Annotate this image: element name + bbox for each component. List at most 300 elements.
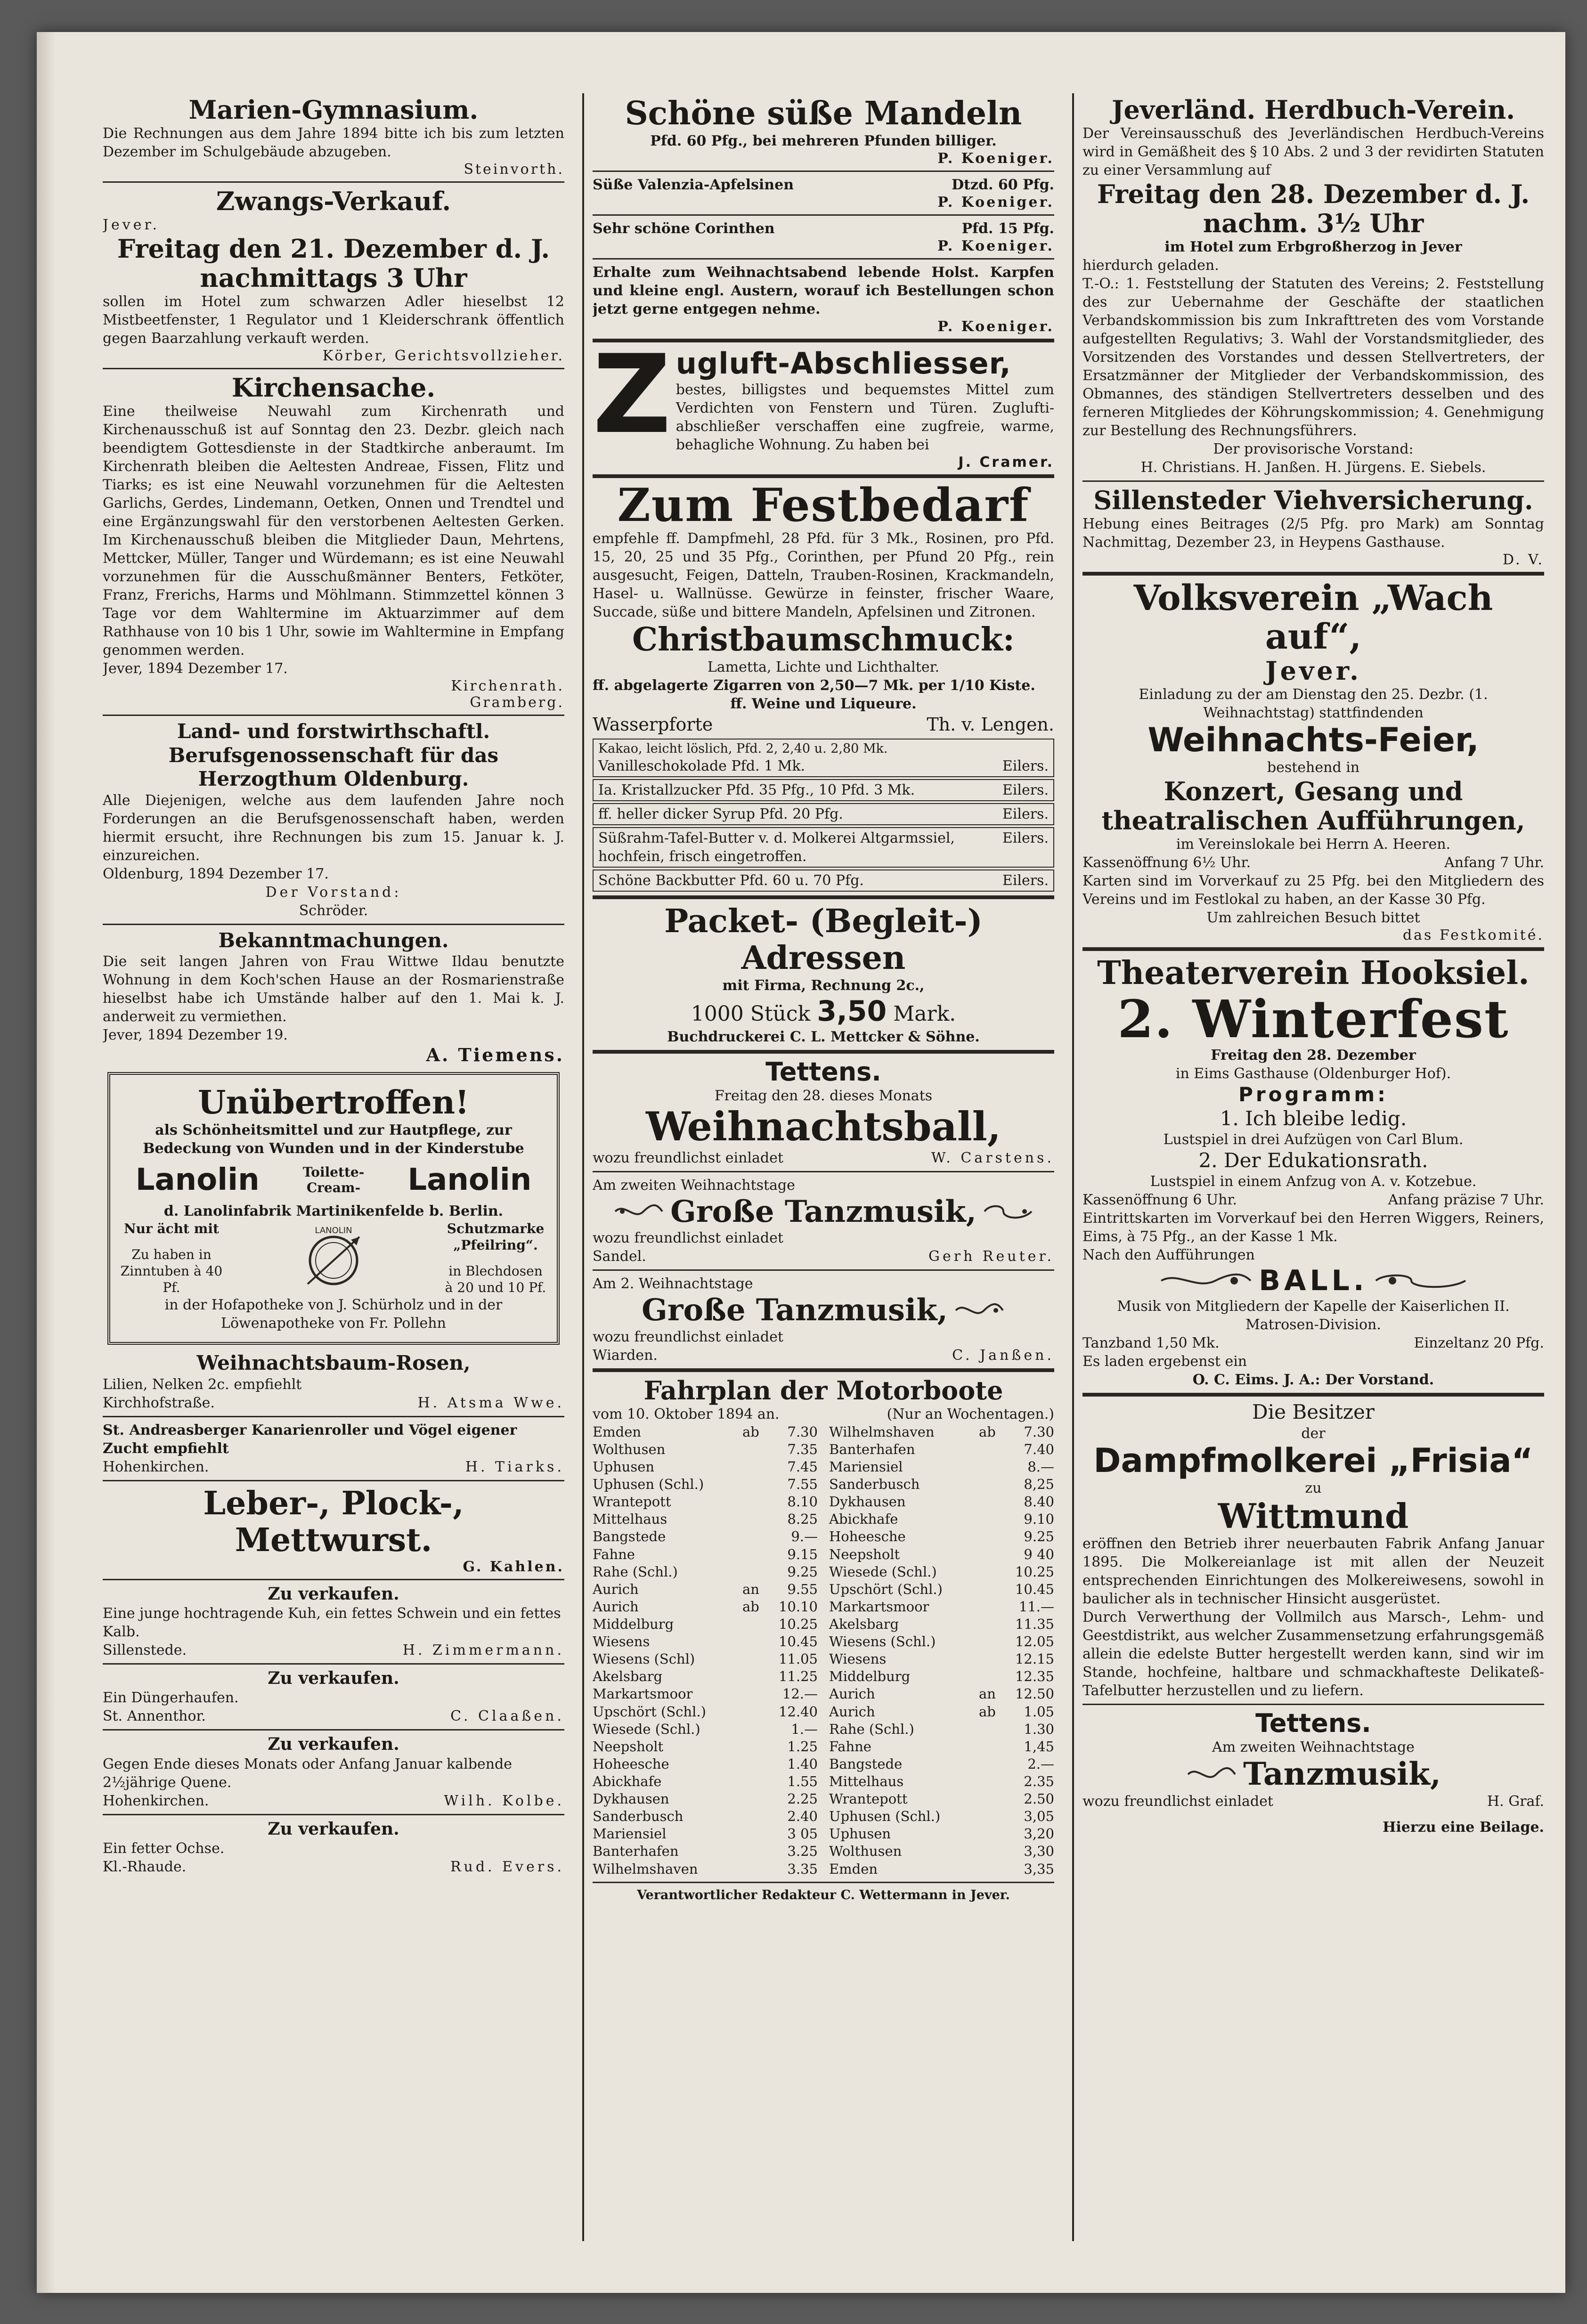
ad-text: 1000 Stück <box>691 1002 811 1026</box>
station-name: Mittelhaus <box>593 1511 667 1528</box>
departure-time: 1.40 <box>787 1755 818 1772</box>
ball-row <box>1082 1264 1544 1297</box>
station-name: Wiesens <box>593 1633 650 1650</box>
ad-text: wozu freundlichst einladet <box>593 1149 783 1166</box>
station-name: Aurich <box>593 1581 639 1597</box>
timetable-row <box>593 1843 818 1860</box>
ad-title: Bekanntmachungen. <box>218 928 449 952</box>
ad-signature: Körber, Gerichtsvollzieher. <box>322 348 564 365</box>
arr-dep-marker <box>742 1493 771 1511</box>
ad-text: Tanzband 1,50 Mk. <box>1082 1335 1220 1352</box>
ad-kanarienroller <box>103 1421 564 1476</box>
ad-text: als Schönheitsmittel und zur Hautpflege, zur Bedeckung von Wunden und in der Kinderstube <box>143 1122 524 1157</box>
arr-dep-marker <box>742 1825 771 1843</box>
station-name: Wilhelmshaven <box>593 1861 698 1877</box>
ad-place: St. Annenthor. <box>103 1708 206 1725</box>
station-name: Banterhafen <box>593 1843 679 1860</box>
ad-signature: Eilers. <box>1002 781 1049 798</box>
divider <box>1082 1704 1544 1705</box>
ad-headline: Wittmund <box>1218 1495 1409 1536</box>
ad-text: Süße Valenzia-Apfelsinen <box>593 177 794 194</box>
ad-title: Schöne süße Mandeln <box>625 95 1022 132</box>
station-name: Wiesens <box>829 1651 887 1667</box>
ad-signature: A. Tiemens. <box>426 1044 564 1066</box>
departure-time: 10.45 <box>778 1633 818 1650</box>
ad-text: Der Vereinsausschuß des Jeverländischen Herdbuch-Vereins wird in Gemäßheit des § 10 Abs. 2 und 3 der revidirten Statuten zu einer Versammlung auf <box>1082 125 1544 179</box>
arr-dep-marker: an <box>742 1581 759 1597</box>
station-name: Abickhafe <box>593 1773 662 1789</box>
ad-signature: Buchdruckerei C. L. Mettcker & Söhne. <box>667 1029 980 1046</box>
ad-footer-row <box>103 1707 564 1725</box>
station-name: Mariensiel <box>829 1459 903 1475</box>
ad-footer-row <box>103 1394 564 1412</box>
divider <box>103 715 564 716</box>
ad-eilers-4 <box>593 827 1054 868</box>
timetable-row <box>593 1650 818 1668</box>
ad-date: Oldenburg, 1894 Dezember 17. <box>103 865 329 882</box>
arr-dep-marker <box>742 1721 771 1738</box>
ad-text: Pfd. 60 Pfg., bei mehreren Pfunden billiger. <box>650 133 997 150</box>
ad-text: empfehle ff. Dampfmehl, 28 Pfd. für 3 Mk., Rosinen, pro Pfd. 15, 20, 25 und 35 Pfg., Corinthen, per Pfund 20 Pfg., rein ausgesucht, Feigen, Datteln, Trauben-Rosinen, Krackmandeln, Hasel- u. Wallnüsse. Gewürze in feinster, frischer Waare, Succade, süße und bittere Mandeln, Apfelsinen und Zitronen. <box>593 530 1054 620</box>
station-name: Wiesede (Schl.) <box>829 1563 937 1580</box>
ad-signature: Eilers. <box>1002 872 1049 889</box>
ad-time-row <box>1082 1191 1544 1209</box>
ad-headline: Weihnachtsball, <box>646 1103 1001 1150</box>
ad-marien-gymnasium <box>103 95 564 178</box>
timetable-row <box>829 1528 1054 1545</box>
timetable-row <box>593 1511 818 1528</box>
departure-time: 11.— <box>1018 1598 1054 1615</box>
ad-text: Vanilleschokolade Pfd. 1 Mk. <box>598 757 806 774</box>
arr-dep-marker <box>979 1790 1007 1808</box>
station-name: Uphusen (Schl.) <box>593 1476 704 1493</box>
divider <box>103 181 564 183</box>
ad-text: Anfang 7 Uhr. <box>1444 854 1544 871</box>
program-item: 1. Ich bleibe ledig. <box>1220 1106 1407 1130</box>
newspaper-page <box>37 32 1565 2293</box>
station-name: Abickhafe <box>829 1511 898 1528</box>
station-name: Neepsholt <box>829 1546 900 1562</box>
departure-time: 9.25 <box>1024 1528 1054 1545</box>
ad-text: Es laden ergebenst ein <box>1082 1353 1247 1370</box>
zugluft-body <box>593 332 1054 471</box>
ad-text: Freitag den 28. dieses Monats <box>714 1088 933 1105</box>
arr-dep-marker <box>742 1703 771 1721</box>
ad-signature: Gramberg. <box>470 694 564 711</box>
ad-weihnachtsbaum-rosen <box>103 1351 564 1412</box>
ad-title: Christbaumschmuck: <box>632 620 1015 658</box>
station-name: Fahne <box>593 1546 635 1562</box>
timetable-row <box>593 1423 818 1441</box>
ad-headline: Weihnachts-Feier, <box>1148 721 1479 760</box>
ad-text: Sehr schöne Corinthen <box>593 220 775 237</box>
ad-text: Nur ächt mit <box>124 1221 219 1237</box>
departure-time: 2.50 <box>1024 1791 1054 1807</box>
lanolin-brand-row <box>120 1162 547 1197</box>
ad-text: Lametta, Lichte und Lichthalter. <box>707 659 940 676</box>
ad-theaterverein <box>1082 955 1544 1389</box>
arr-dep-marker <box>742 1790 771 1808</box>
ad-wurst <box>103 1485 564 1575</box>
arr-dep-marker <box>742 1616 771 1633</box>
arr-dep-marker <box>979 1546 1007 1563</box>
timetable-row <box>829 1441 1054 1458</box>
timetable-row <box>593 1458 818 1476</box>
departure-time: 2.25 <box>787 1791 818 1807</box>
ad-title: Sillensteder Viehversicherung. <box>1093 485 1533 516</box>
departure-time: 12.05 <box>1015 1633 1054 1650</box>
station-name: Neepsholt <box>593 1738 664 1755</box>
ad-title: Tettens. <box>765 1057 881 1087</box>
ad-text: Ein fetter Ochse. <box>103 1840 225 1857</box>
ad-price-line <box>593 995 1054 1028</box>
ad-date: Freitag den 28. Dezember <box>1211 1047 1416 1064</box>
ad-zu-verkaufen-2 <box>103 1668 564 1725</box>
timetable-row <box>829 1790 1054 1808</box>
ad-price-row <box>1082 1334 1544 1352</box>
flourish-ornament-icon <box>613 1200 665 1223</box>
ad-place: Wasserpforte <box>593 714 713 735</box>
ad-signature: H. Zimmermann. <box>402 1642 564 1659</box>
ad-text: vom 10. Oktober 1894 an. <box>593 1406 780 1422</box>
ad-title: Zu verkaufen. <box>268 1819 399 1839</box>
timetable-row <box>593 1493 818 1511</box>
ad-title: Theaterverein Hooksiel. <box>1097 954 1530 992</box>
ad-signature: Eilers. <box>1002 757 1049 774</box>
departure-time: 1.— <box>791 1721 818 1737</box>
ad-headline: Konzert, Gesang und theatralischen Aufführungen, <box>1101 776 1525 836</box>
ad-headline: BALL. <box>1259 1264 1368 1298</box>
ad-headline-row <box>593 1293 1054 1328</box>
timetable-row <box>829 1423 1054 1441</box>
arr-dep-marker <box>742 1861 771 1878</box>
ad-text: Gegen Ende dieses Monats oder Anfang Januar kalbende 2½jährige Quene. <box>103 1755 513 1791</box>
arr-dep-marker <box>979 1441 1007 1458</box>
ad-signature: Th. v. Lengen. <box>927 714 1054 735</box>
divider <box>593 1050 1054 1054</box>
column-middle <box>593 93 1054 2241</box>
editor-footer: Verantwortlicher Redakteur C. Wettermann in Jever. <box>637 1887 1010 1902</box>
ad-date: Freitag den 28. Dezember d. J. <box>1097 179 1530 210</box>
departure-time: 3,30 <box>1024 1843 1054 1860</box>
timetable-row <box>593 1861 818 1878</box>
station-name: Upschört (Schl.) <box>829 1581 943 1597</box>
arr-dep-marker <box>979 1528 1007 1545</box>
timetable-row <box>829 1808 1054 1825</box>
ad-price: 3,50 <box>817 995 887 1028</box>
ad-footer-row <box>1082 1792 1544 1811</box>
station-name: Wiesens (Schl) <box>593 1651 695 1667</box>
timetable-row <box>593 1598 818 1616</box>
ad-date: Jever, 1894 Dezember 19. <box>103 1027 288 1044</box>
divider <box>593 1269 1054 1271</box>
divider <box>1082 947 1544 951</box>
flourish-ornament-icon <box>982 1200 1034 1223</box>
ad-text: Anfang präzise 7 Uhr. <box>1388 1192 1544 1209</box>
timetable-row <box>593 1581 818 1598</box>
drop-cap: Z <box>593 332 671 458</box>
ad-signature: J. Cramer. <box>958 454 1054 471</box>
ad-title: Packet- (Begleit-) Adressen <box>664 902 983 977</box>
departure-time: 1.55 <box>787 1773 818 1789</box>
arr-dep-marker: ab <box>979 1423 996 1440</box>
ad-text: eröffnen den Betrieb ihrer neuerbauten Fabrik Anfang Januar 1895. Die Molkereianlage ist mit allen der Neuzeit entsprechenden Einrichtungen des Molkereiwesens, sowohl in baulicher als in technischer Hinsicht ausgerüstet. <box>1082 1535 1544 1607</box>
ad-signature: W. Carstens. <box>931 1149 1054 1166</box>
ad-signature: das Festkomité. <box>1402 927 1544 944</box>
departure-time: 3 05 <box>787 1826 818 1842</box>
arr-dep-marker <box>742 1755 771 1773</box>
departure-time: 9.10 <box>1024 1511 1054 1528</box>
departure-time: 9.55 <box>787 1581 818 1597</box>
departure-time: 9 40 <box>1024 1546 1054 1562</box>
station-name: Markartsmoor <box>829 1598 929 1615</box>
ad-text: der <box>1301 1425 1326 1442</box>
timetable-row <box>829 1668 1054 1685</box>
ad-headline: Dampfmolkerei „Frisia“ <box>1093 1441 1533 1480</box>
brand-subtitle: Toilette-Cream- <box>302 1164 365 1196</box>
column-left <box>103 93 564 2241</box>
ad-headline-row <box>1082 1756 1544 1792</box>
ad-text: Lilien, Nelken 2c. empfiehlt <box>103 1376 302 1393</box>
ad-eilers-5 <box>593 869 1054 892</box>
ad-text: bestes, billigstes und bequemstes Mittel zum Verdichten von Fenstern und Türen. Zuglufti-abschließer verschaffen eine zugfreie, warme, behagliche Wohnung. Zu haben bei <box>675 382 1054 454</box>
station-name: Middelburg <box>593 1616 674 1632</box>
station-name: Wrantepott <box>829 1791 908 1807</box>
arr-dep-marker <box>979 1738 1007 1755</box>
ad-title: Fahrplan der Motorboote <box>643 1375 1003 1406</box>
station-name: Bangstede <box>829 1755 903 1772</box>
ad-text: Eintrittskarten im Vorverkauf bei den Herren Wiggers, Reiners, Eims, à 75 Pfg., an der Kasse 1 Mk. <box>1082 1210 1544 1245</box>
arr-dep-marker <box>979 1563 1007 1581</box>
ad-text: Eine theilweise Neuwahl zum Kirchenrath und Kirchenausschuß ist auf Sonntag den 23. Dezbr. gleich nach beendigtem Gottesdienste in der Stadtkirche anberaumt. Im Kirchenrath bleiben die Aeltesten Andreae, Fissen, Flitz und Tiarks; es ist eine Neuwahl vorzunehmen für die Aeltesten Garlichs, Gerdes, Lindemann, Oetken, Onnen und Trendtel und eine Ergänzungswahl für den verstorbenen Aeltesten Gerken. Im Kirchenausschuß bleiben die Mitglieder Daun, Mehrtens, Mettcker, Müller, Tanger und Würdemann; es ist eine Neuwahl vorzunehmen für die Ausschußmänner Benters, Fetköter, Franz, Frerichs, Harms und Möhlmann. Stimmzettel können 3 Tage vor dem Wahltermine im Aktuarzimmer auf dem Rathhause von 10 bis 1 Uhr, sowie im Wahltermine in Empfang genommen werden. <box>103 403 564 659</box>
station-name: Rahe (Schl.) <box>593 1563 678 1580</box>
ad-signature: P. Koeniger. <box>937 238 1054 255</box>
arr-dep-marker <box>979 1668 1007 1685</box>
timetable-row <box>829 1650 1054 1668</box>
ad-signature: C. Claaßen. <box>450 1708 564 1725</box>
fahrplan-subtitle-row <box>593 1405 1054 1423</box>
departure-time: 1,45 <box>1024 1738 1054 1755</box>
ad-place: Jever. <box>1265 656 1361 686</box>
ad-text: Die Besitzer <box>1252 1400 1375 1424</box>
departure-time: 10.10 <box>778 1598 818 1615</box>
ad-signature: H. Tiarks. <box>465 1458 564 1475</box>
ad-headline-row <box>593 1195 1054 1229</box>
ad-footer-row <box>593 1149 1054 1167</box>
divider <box>593 258 1054 260</box>
divider <box>103 1729 564 1731</box>
timetable-row <box>593 1633 818 1650</box>
ad-title: Jeverländ. Herdbuch-Verein. <box>1111 95 1515 125</box>
station-name: Mittelhaus <box>829 1773 904 1789</box>
program-item-desc: Lustspiel in einem Anfzug von A. v. Kotzebue. <box>1150 1173 1477 1190</box>
departure-time: 3.25 <box>787 1843 818 1860</box>
departure-time: 3.35 <box>787 1861 818 1877</box>
arr-dep-marker <box>742 1563 771 1581</box>
ad-kirchensache <box>103 373 564 711</box>
divider <box>103 1579 564 1580</box>
ad-place: Kirchhofstraße. <box>103 1394 215 1411</box>
timetable-row <box>829 1458 1054 1476</box>
arr-dep-marker <box>979 1843 1007 1860</box>
ad-text: Kassenöffnung 6 Uhr. <box>1082 1192 1237 1209</box>
station-name: Uphusen <box>829 1826 891 1842</box>
departure-time: 2.35 <box>1024 1773 1054 1789</box>
departure-time: 9.15 <box>787 1546 818 1562</box>
timetable-row <box>829 1861 1054 1878</box>
arr-dep-marker <box>979 1861 1007 1878</box>
arr-dep-marker <box>979 1476 1007 1493</box>
departure-time: 11.05 <box>778 1651 818 1667</box>
timetable-row <box>829 1598 1054 1616</box>
divider <box>593 1171 1054 1172</box>
ad-headline: Große Tanzmusik, <box>670 1194 977 1229</box>
ad-place: Hohenkirchen. <box>103 1458 209 1475</box>
ad-text: Erhalte zum Weihnachtsabend lebende Holst. Karpfen und kleine engl. Austern, worauf ich Bestellungen schon jetzt gerne entgegen nehme. <box>593 264 1054 318</box>
column-rule <box>1072 93 1074 2241</box>
ad-text: Der provisorische Vorstand: <box>1213 441 1414 458</box>
ad-herdbuch-verein <box>1082 95 1544 477</box>
timetable-row <box>829 1493 1054 1511</box>
timetable-row <box>829 1476 1054 1493</box>
departure-time: 7.45 <box>787 1459 818 1475</box>
divider <box>593 1882 1054 1883</box>
ad-lanolin <box>107 1072 560 1345</box>
ad-text: Schutzmarke „Pfeilring“. <box>447 1221 545 1253</box>
ad-signature: Rud. Evers. <box>450 1858 564 1875</box>
divider <box>103 1416 564 1417</box>
ad-signature: C. Janßen. <box>952 1347 1054 1364</box>
ad-date: Jever, 1894 Dezember 17. <box>103 660 288 677</box>
timetable-row <box>829 1511 1054 1528</box>
ad-text: Musik von Mitgliedern der Kapelle der Kaiserlichen II. Matrosen-Division. <box>1117 1298 1510 1333</box>
ad-signature: Schröder. <box>299 902 368 919</box>
arr-dep-marker <box>742 1843 771 1860</box>
ad-fahrplan <box>593 1376 1054 1878</box>
ad-text: Hebung eines Beitrages (2/5 Pfg. pro Mark) am Sonntag Nachmittag, Dezember 23, in Heypens Gasthause. <box>1082 516 1544 551</box>
divider <box>593 171 1054 172</box>
ad-signature: Eilers. <box>1002 829 1049 846</box>
arr-dep-marker <box>979 1721 1007 1738</box>
ad-text: Durch Verwerthung der Vollmilch aus Marsch-, Lehm- und Geestdistrikt, aus welcher Zusammensetzung erfahrungsgemäß allein die edelste Butter hergestellt werden kann, sind wir im Stande, hochfeine, haltbare und schmackhafteste Delikateß-Tafelbutter herzustellen und zu liefern. <box>1082 1609 1544 1699</box>
ad-text: zu <box>1305 1479 1322 1496</box>
station-name: Markartsmoor <box>593 1686 693 1702</box>
ad-place: Hohenkirchen. <box>103 1792 209 1809</box>
station-name: Emden <box>593 1423 642 1440</box>
ad-text: ff. abgelagerte Zigarren von 2,50—7 Mk. per 1/10 Kiste. <box>593 677 1035 694</box>
ad-title: Leber-, Plock-, Mettwurst. <box>203 1484 464 1559</box>
arr-dep-marker <box>742 1668 771 1685</box>
departure-time: 9.— <box>791 1528 818 1545</box>
arr-dep-marker <box>979 1493 1007 1511</box>
timetable-row <box>829 1825 1054 1843</box>
ad-text: Die seit langen Jahren von Frau Wittwe Ildau benutzte Wohnung in dem Koch'schen Hause an der Rosmarienstraße hieselbst habe ich Umstände halber auf den 1. Mai k. J. anderweit zu vermiethen. <box>103 953 564 1025</box>
station-name: Aurich <box>829 1703 875 1720</box>
divider <box>1082 572 1544 576</box>
ad-text: wozu freundlichst einladet <box>593 1230 783 1247</box>
ad-tanzmusik-sandel <box>593 1176 1054 1266</box>
ad-text: Einladung zu der am Dienstag den 25. Dezbr. (1. Weihnachtstag) stattfindenden <box>1139 686 1488 722</box>
ad-text: Einzeltanz 20 Pfg. <box>1414 1335 1544 1352</box>
station-name: Wrantepott <box>593 1494 671 1510</box>
ad-signature: Wilh. Kolbe. <box>444 1792 564 1809</box>
station-name: Upschört (Schl.) <box>593 1703 706 1720</box>
ad-title: Zwangs-Verkauf. <box>216 186 451 217</box>
ad-title: Volksverein „Wach auf“, <box>1133 578 1493 657</box>
arr-dep-marker <box>979 1598 1007 1616</box>
arr-dep-marker <box>979 1633 1007 1650</box>
ad-price-row <box>598 757 1049 775</box>
divider <box>593 895 1054 899</box>
arr-dep-marker <box>742 1546 771 1563</box>
ad-title: Zu verkaufen. <box>268 1584 399 1604</box>
ad-text: Kassenöffnung 6½ Uhr. <box>1082 854 1251 871</box>
ad-signature: Der Vorstand: <box>265 884 402 901</box>
timetable-row <box>593 1773 818 1790</box>
ad-title: Zu verkaufen. <box>268 1734 399 1755</box>
departure-time: 1.05 <box>1024 1703 1054 1720</box>
arr-dep-marker <box>979 1773 1007 1790</box>
ad-signature: Gerh Reuter. <box>928 1248 1054 1265</box>
ad-text: bestehend in <box>1267 759 1360 776</box>
ad-zugluft <box>593 332 1054 471</box>
ad-title: Kirchensache. <box>231 373 436 403</box>
arr-dep-marker <box>742 1633 771 1650</box>
timetable-row <box>593 1790 818 1808</box>
departure-time: 10.45 <box>1015 1581 1054 1597</box>
ad-signature: G. Kahlen. <box>463 1558 564 1575</box>
flourish-ornament-icon <box>1374 1269 1468 1292</box>
ad-footer-row <box>593 1247 1054 1266</box>
arr-dep-marker: ab <box>979 1703 996 1720</box>
departure-time: 7.30 <box>787 1423 818 1440</box>
ad-text: St. Andreasberger Kanarienroller und Vögel eigener Zucht empfiehlt <box>103 1422 517 1457</box>
flourish-ornament-icon <box>1159 1269 1253 1292</box>
arr-dep-marker: an <box>979 1686 996 1702</box>
arr-dep-marker <box>979 1511 1007 1528</box>
ad-time-row <box>1082 853 1544 872</box>
departure-time: 8.40 <box>1024 1494 1054 1510</box>
arr-dep-marker <box>742 1685 771 1703</box>
timetable-row <box>593 1755 818 1773</box>
ad-text: Am zweiten Weihnachtstage <box>593 1177 795 1194</box>
ad-festbedarf <box>593 479 1054 891</box>
divider <box>593 1368 1054 1372</box>
station-name: Sanderbusch <box>829 1476 920 1493</box>
departure-time: 3,20 <box>1024 1826 1054 1842</box>
timetable-row <box>593 1668 818 1685</box>
arr-dep-marker <box>742 1808 771 1825</box>
column-rule <box>582 93 584 2241</box>
arr-dep-marker <box>742 1476 771 1493</box>
departure-time: 11.25 <box>778 1668 818 1685</box>
ad-tanzmusik-wiarden <box>593 1275 1054 1365</box>
station-name: Wiesens (Schl.) <box>829 1633 936 1650</box>
brand-name: Lanolin <box>407 1162 532 1198</box>
timetable-row <box>593 1546 818 1563</box>
timetable-row <box>593 1825 818 1843</box>
station-name: Sanderbusch <box>593 1808 684 1825</box>
ad-footer-row <box>103 1641 564 1659</box>
timetable-row <box>593 1563 818 1581</box>
station-name: Wolthusen <box>829 1843 902 1860</box>
ad-text: ff. Weine und Liqueure. <box>730 696 917 713</box>
ad-footer-row <box>103 1458 564 1476</box>
timetable-row <box>829 1755 1054 1773</box>
departure-time: 2.40 <box>787 1808 818 1825</box>
ad-tettens-tanzmusik <box>1082 1709 1544 1811</box>
ad-price-row <box>593 219 1054 238</box>
